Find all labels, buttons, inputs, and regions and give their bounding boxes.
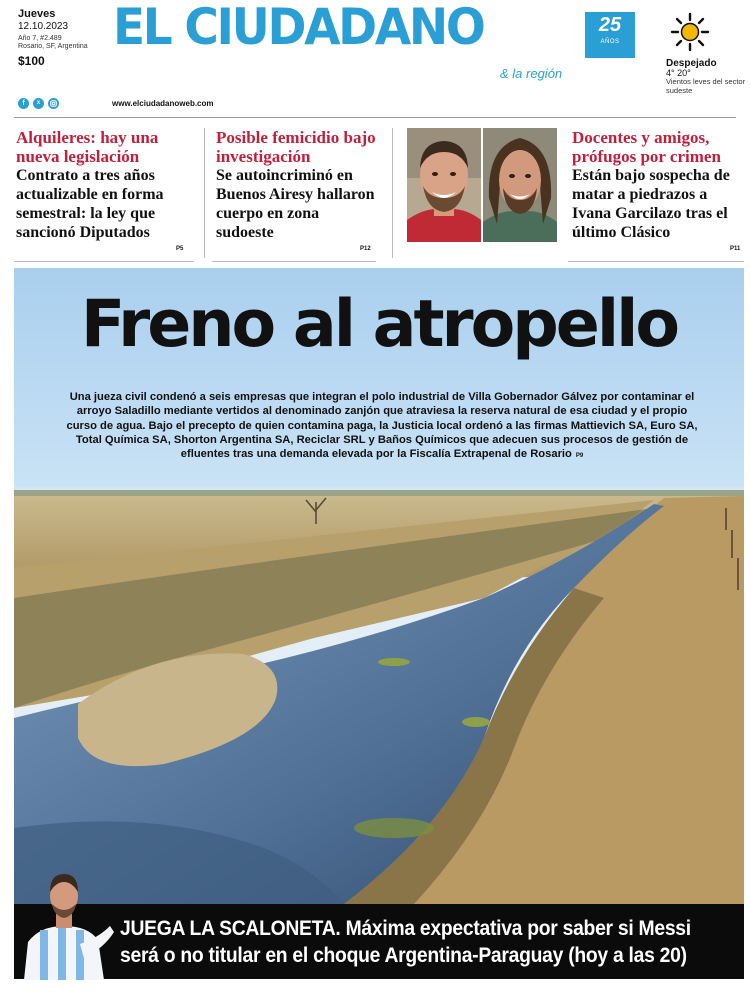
anniversary-label: AÑOS [600, 39, 620, 45]
column-divider [204, 128, 205, 258]
website-link[interactable]: www.elciudadanoweb.com [112, 99, 214, 108]
edition-city: Rosario, SF, Argentina [18, 43, 88, 51]
sports-headline-line1: JUEGA LA SCALONETA. Máxima expectativa por saber si Messi [120, 917, 691, 940]
masthead-divider [14, 117, 736, 118]
instagram-icon[interactable] [48, 98, 59, 109]
logo-tagline: & la región [500, 66, 563, 81]
cover-price: $100 [18, 54, 45, 69]
suspect-photo-right [483, 128, 557, 242]
issue-info [18, 8, 88, 69]
page-reference: P12 [360, 246, 371, 252]
column-divider [392, 128, 393, 258]
brief-rentals[interactable] [16, 128, 194, 242]
weather-temperatures: 4° 20° [666, 67, 691, 78]
facebook-icon[interactable]: f [18, 98, 29, 109]
sun-icon [670, 12, 710, 52]
weather-box [666, 12, 746, 95]
page-reference: P11 [730, 246, 741, 252]
brief-summary: Contrato a tres años actualizable en forma semestral: la ley que sancionó Diputados [16, 167, 164, 241]
sports-banner[interactable] [14, 904, 744, 979]
main-story-photo [14, 268, 744, 904]
edition-date: 12.10.2023 [18, 20, 69, 32]
sports-headline-line2: será o no titular en el choque Argentina-Paraguay (hoy a las 20) [120, 944, 687, 967]
brief-headline: Posible femicidio bajo investigación [216, 128, 376, 166]
weather-wind: Vientos leves del sector sudeste [666, 77, 746, 95]
brief-femicide[interactable] [216, 128, 376, 242]
x-twitter-icon[interactable]: x [33, 98, 44, 109]
page-reference: P5 [176, 246, 184, 252]
anniversary-number: 25 [598, 14, 622, 36]
main-deck [62, 390, 702, 463]
divider [568, 261, 744, 262]
divider [14, 261, 194, 262]
weather-condition: Despejado [666, 57, 717, 69]
social-links [18, 98, 59, 109]
main-deck-text: Una jueza civil condenó a seis empresas que integran el polo industrial de Villa Gobernador Gálvez por contaminar el arroyo Saladillo mediante vertidos al denominado zanjón que atraviesa la reserva natural de esa ciudad y el propio curso de agua. Bajo el precepto de quien contamina paga, la Justicia local ordenó a las firmas Mattievich SA, Euro SA, Total Química SA, Shorton Argentina SA, Reciclar SRL y Baños Químicos que adecuen sus procesos de gestión de efluentes tras una demanda elevada por la Fiscalía Extrapenal de Rosario [66, 391, 698, 461]
sports-headline [120, 915, 690, 969]
brief-headline: Alquileres: hay una nueva legislación [16, 128, 159, 166]
issue-number: Año 7, #2.489 [18, 35, 62, 43]
main-story[interactable] [14, 268, 744, 904]
brief-summary: Están bajo sospecha de matar a piedrazos a Ivana Garcilazo tras el último Clásico [572, 167, 730, 241]
brief-summary: Se autoincriminó en Buenos Airesy hallaron cuerpo en zona sudoeste [216, 167, 375, 241]
suspect-photo-left [407, 128, 481, 242]
anniversary-badge [585, 12, 635, 58]
brief-teachers[interactable] [572, 128, 744, 242]
main-headline: Freno al atropello [80, 287, 678, 362]
brief-headline: Docentes y amigos, prófugos por crimen [572, 128, 721, 166]
player-photo [18, 866, 114, 980]
divider [212, 261, 376, 262]
newspaper-logo[interactable]: EL CIUDADANO [113, 0, 484, 56]
edition-day: Jueves [18, 8, 56, 20]
page-reference: P9 [575, 453, 584, 460]
